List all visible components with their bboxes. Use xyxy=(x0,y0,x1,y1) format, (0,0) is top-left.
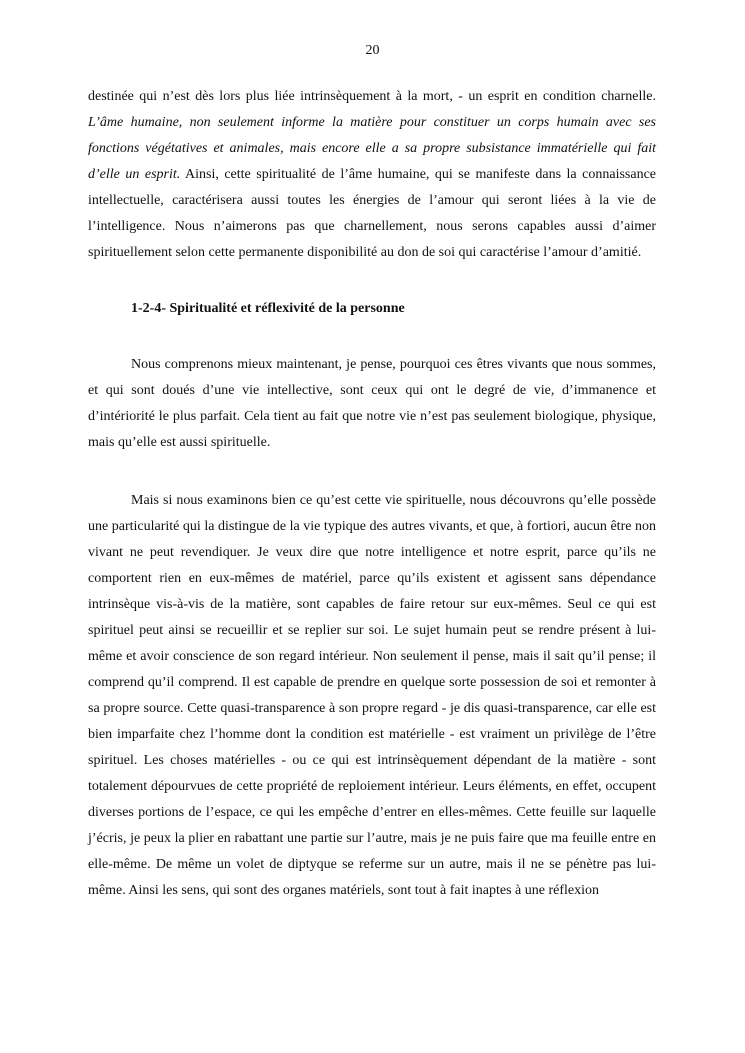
document-body xyxy=(88,84,656,904)
paragraph-italic-text: L’âme humaine, non seulement informe la matière pour constituer un corps humain avec ses fonctions végétatives et animales, mais encore elle a sa propre subsistance immatérielle qui fait d’elle un esprit. xyxy=(88,115,656,182)
paragraph-text: destinée qui n’est dès lors plus liée intrinsèquement à la mort, - un esprit en condition charnelle. xyxy=(88,89,656,104)
paragraph-text: Ainsi, cette spiritualité de l’âme humaine, qui se manifeste dans la connaissance intellectuelle, caractérisera aussi toutes les énergies de l’amour qui seront liées à la vie de l’intelligence. Nous n’aimerons pas que charnellement, nous serons capables aussi d’aimer spirituellement selon cette permanente disponibilité au don de soi qui caractérise l’amour d’amitié. xyxy=(88,167,656,260)
paragraph-continued xyxy=(88,84,656,266)
section-heading: 1-2-4- Spiritualité et réflexivité de la personne xyxy=(131,301,405,316)
paragraph: Nous comprenons mieux maintenant, je pense, pourquoi ces êtres vivants que nous sommes, et qui sont doués d’une vie intellective, sont ceux qui ont le degré de vie, d’immanence et d’intériorité le plus parfait. Cela tient au fait que notre vie n’est pas seulement biologique, physique, mais qu’elle est aussi spirituelle. xyxy=(88,357,656,450)
page-number: 20 xyxy=(365,43,380,58)
paragraph: Mais si nous examinons bien ce qu’est cette vie spirituelle, nous découvrons qu’elle possède une particularité qui la distingue de la vie typique des autres vivants, et que, à fortiori, aucun être non vivant ne peut revendiquer. Je veux dire que notre intelligence et notre esprit, parce qu’ils ne comportent rien en eux-mêmes de matériel, parce qu’ils existent et agissent sans dépendance intrinsèque vis-à-vis de la matière, sont capables de faire retour sur eux-mêmes. Seul ce qui est spirituel peut ainsi se recueillir et se replier sur soi. Le sujet humain peut se rendre présent à lui-même et avoir conscience de son regard intérieur. Non seulement il pense, mais il sait qu’il pense; il comprend qu’il comprend. Il est capable de prendre en quelque sorte possession de soi et remonter à sa propre source. Cette quasi-transparence à son propre regard - je dis quasi-transparence, car elle est bien imparfaite chez l’homme dont la condition est matérielle - est vraiment un privilège de l’être spirituel. Les choses matérielles - ou ce qui est intrinsèquement dépendant de la matière - sont totalement dépourvues de cette propriété de reploiement intérieur. Leurs éléments, en effet, occupent diverses portions de l’espace, ce qui les empêche d’entrer en elles-mêmes. Cette feuille sur laquelle j’écris, je peux la plier en rabattant une partie sur l’autre, mais je ne puis faire que ma feuille entre en elle-même. De même un volet de diptyque se referme sur un autre, mais il ne se pénètre pas lui-même. Ainsi les sens, qui sont des organes matériels, sont tout à fait inaptes à une réflexion xyxy=(88,493,656,898)
